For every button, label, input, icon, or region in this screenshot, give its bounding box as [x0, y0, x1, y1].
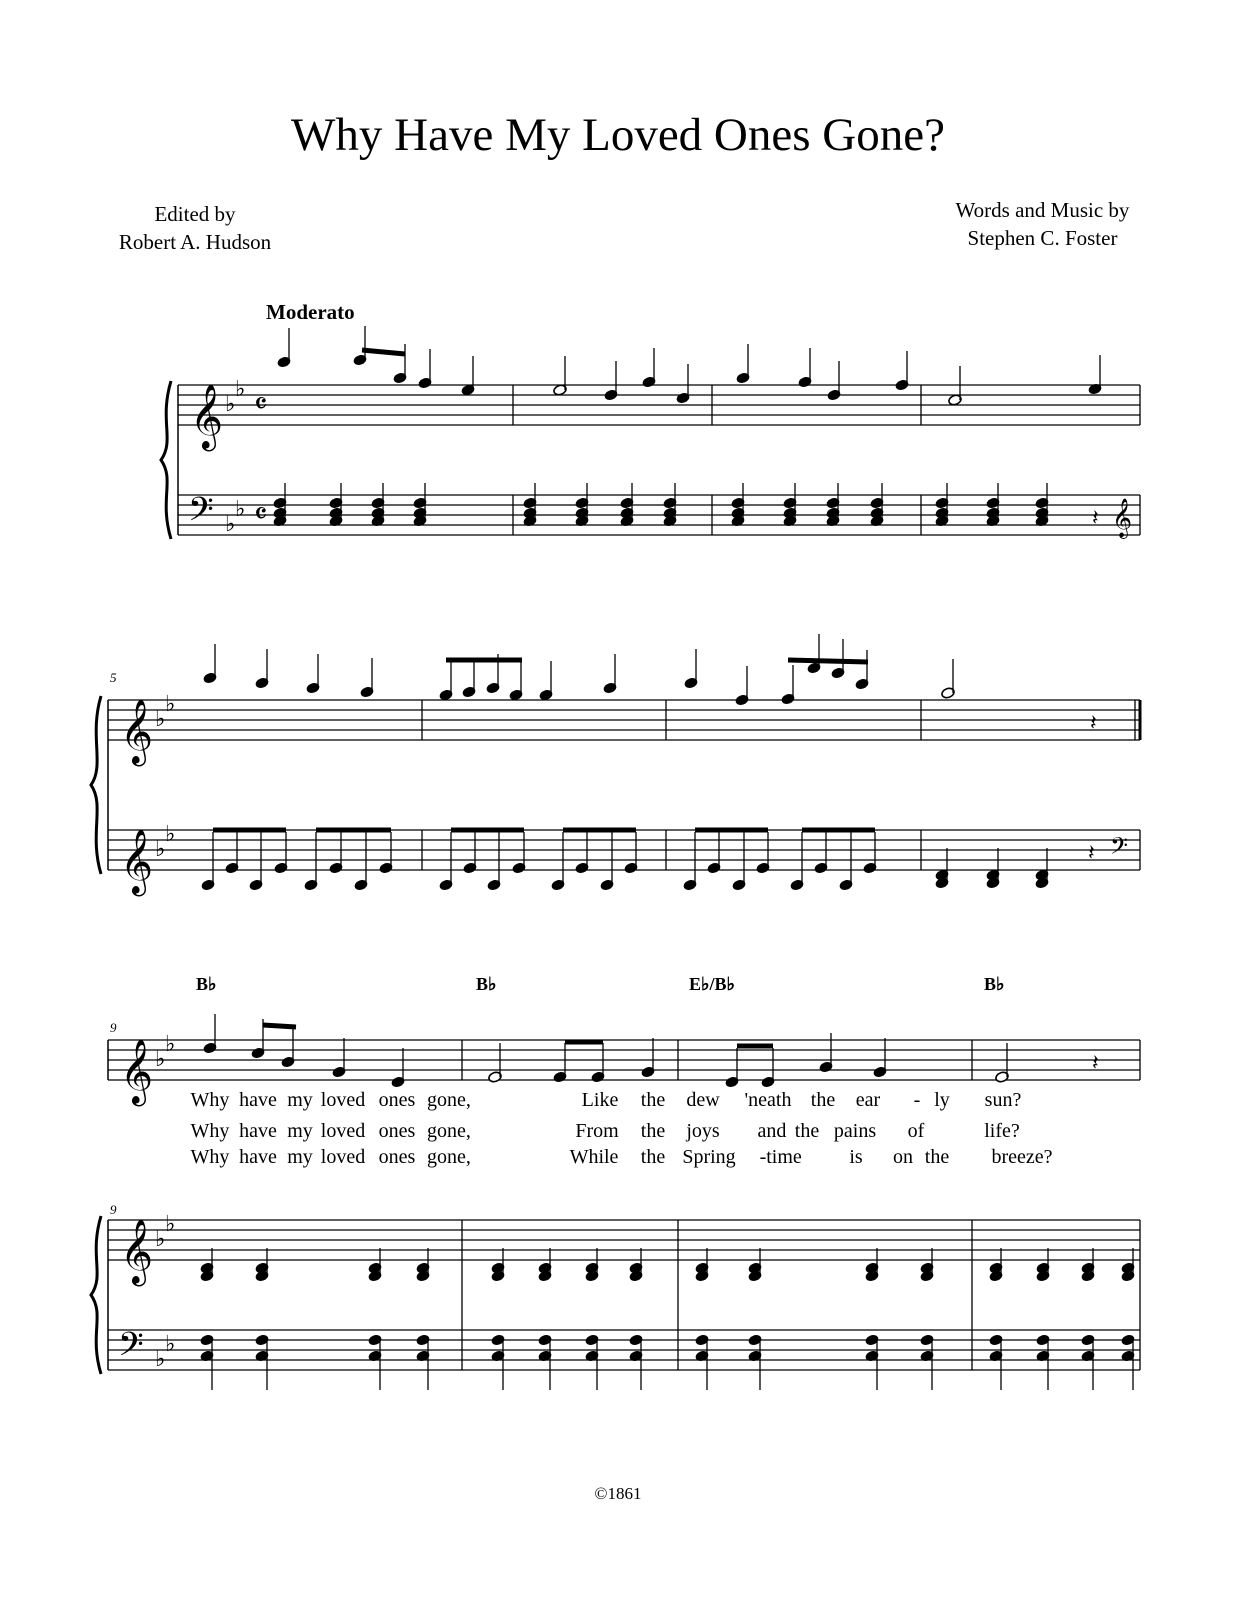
lyric-syllable: my: [287, 1146, 313, 1168]
flat-icon: ♭: [155, 1047, 166, 1072]
lyric-syllable: Why: [190, 1146, 230, 1168]
lyric-syllable: ear: [855, 1089, 881, 1111]
editor-label: Edited by: [154, 202, 236, 226]
beam: [263, 1025, 296, 1027]
lyric-syllable: the: [794, 1120, 820, 1142]
flat-icon: ♭: [155, 707, 166, 732]
score-notation: [91, 326, 1140, 1390]
lyric-syllable: have: [239, 1089, 277, 1111]
measure-number: 5: [110, 670, 117, 685]
chord-symbol: B♭: [984, 974, 1005, 994]
common-time-icon: 𝄴: [254, 497, 268, 532]
lyric-syllable: the: [810, 1089, 836, 1111]
treble-clef-icon: 𝄞: [120, 1039, 154, 1104]
lyric-syllable: is: [849, 1146, 863, 1168]
brace: [91, 696, 101, 874]
bass-clef-icon: 𝄢: [188, 491, 214, 537]
flat-icon: ♭: [165, 822, 176, 847]
lyric-syllable: loved: [320, 1146, 366, 1168]
composer-label: Words and Music by: [955, 198, 1130, 222]
lyric-syllable: Spring: [682, 1146, 736, 1168]
flat-icon: ♭: [165, 692, 176, 717]
common-time-icon: 𝄴: [254, 387, 268, 422]
flat-icon: ♭: [235, 377, 246, 402]
lyric-syllable: the: [640, 1089, 666, 1111]
lyric-syllable: -: [759, 1146, 767, 1168]
flat-icon: ♭: [155, 1227, 166, 1252]
flat-icon: ♭: [155, 837, 166, 862]
lyric-syllable: ones: [378, 1089, 416, 1111]
treble-clef-icon: 𝄞: [1112, 498, 1133, 538]
lyrics: [191, 1089, 1053, 1168]
lyric-syllable: Why: [190, 1089, 230, 1111]
lyric-syllable: have: [239, 1120, 277, 1142]
lyric-syllable: my: [287, 1089, 313, 1111]
lyric-syllable: ones: [378, 1120, 416, 1142]
chord-symbol: B♭: [476, 974, 497, 994]
brace: [161, 381, 171, 539]
copyright-notice: ©1861: [594, 1484, 642, 1503]
measure-number: 9: [110, 1020, 117, 1035]
lyric-syllable: on: [893, 1146, 913, 1168]
lyric-syllable: sun?: [984, 1089, 1022, 1111]
treble-clef-icon: 𝄞: [120, 699, 154, 764]
lyric-syllable: dew: [686, 1089, 720, 1111]
bass-clef-icon: 𝄢: [1110, 832, 1129, 865]
chord-symbol: E♭/B♭: [689, 974, 735, 994]
treble-clef-icon: 𝄞: [190, 384, 224, 449]
lyric-syllable: the: [924, 1146, 950, 1168]
lyric-syllable: of: [907, 1120, 925, 1142]
rest-icon: 𝄽: [1092, 506, 1099, 531]
lyric-syllable: ly: [934, 1089, 950, 1111]
measure-number: 9: [110, 1202, 117, 1217]
flat-icon: ♭: [235, 497, 246, 522]
song-title: Why Have My Loved Ones Gone?: [291, 109, 945, 161]
lyric-syllable: and: [757, 1120, 787, 1142]
chord-symbol: B♭: [196, 974, 217, 994]
lyric-syllable: Why: [190, 1120, 230, 1142]
lyric-syllable: -: [913, 1089, 921, 1111]
lyric-syllable: joys: [686, 1120, 720, 1142]
lyric-syllable: loved: [320, 1120, 366, 1142]
bass-clef-icon: 𝄢: [118, 1326, 144, 1372]
flat-icon: ♭: [155, 1347, 166, 1372]
treble-clef-icon: 𝄞: [120, 1219, 154, 1284]
flat-icon: ♭: [165, 1332, 176, 1357]
tempo-marking: Moderato: [266, 300, 355, 324]
rest-icon: 𝄽: [1090, 711, 1097, 736]
editor-name: Robert A. Hudson: [118, 230, 272, 254]
lyric-syllable: gone,: [427, 1089, 471, 1111]
lyric-syllable: the: [640, 1120, 666, 1142]
lyric-syllable: loved: [320, 1089, 366, 1111]
lyric-syllable: have: [239, 1146, 277, 1168]
lyric-syllable: pains: [833, 1120, 877, 1142]
lyric-syllable: the: [640, 1146, 666, 1168]
flat-icon: ♭: [225, 512, 236, 537]
rest-icon: 𝄽: [1088, 841, 1095, 866]
lyric-syllable: Like: [581, 1089, 619, 1111]
treble-clef-icon: 𝄞: [120, 829, 154, 894]
lyric-syllable: gone,: [427, 1146, 471, 1168]
lyric-syllable: time: [766, 1146, 802, 1168]
lyric-syllable: 'neath: [744, 1089, 792, 1111]
flat-icon: ♭: [165, 1212, 176, 1237]
composer-name: Stephen C. Foster: [967, 226, 1118, 250]
beam: [362, 350, 405, 354]
lyric-syllable: life?: [984, 1120, 1020, 1142]
flat-icon: ♭: [225, 392, 236, 417]
beam: [788, 660, 868, 662]
lyric-syllable: ones: [378, 1146, 416, 1168]
lyric-syllable: gone,: [427, 1120, 471, 1142]
lyric-syllable: breeze?: [991, 1146, 1053, 1168]
lyric-syllable: my: [287, 1120, 313, 1142]
lyric-syllable: While: [569, 1146, 619, 1168]
brace: [91, 1216, 101, 1374]
rest-icon: 𝄽: [1092, 1051, 1099, 1076]
flat-icon: ♭: [165, 1032, 176, 1057]
lyric-syllable: From: [575, 1120, 619, 1142]
